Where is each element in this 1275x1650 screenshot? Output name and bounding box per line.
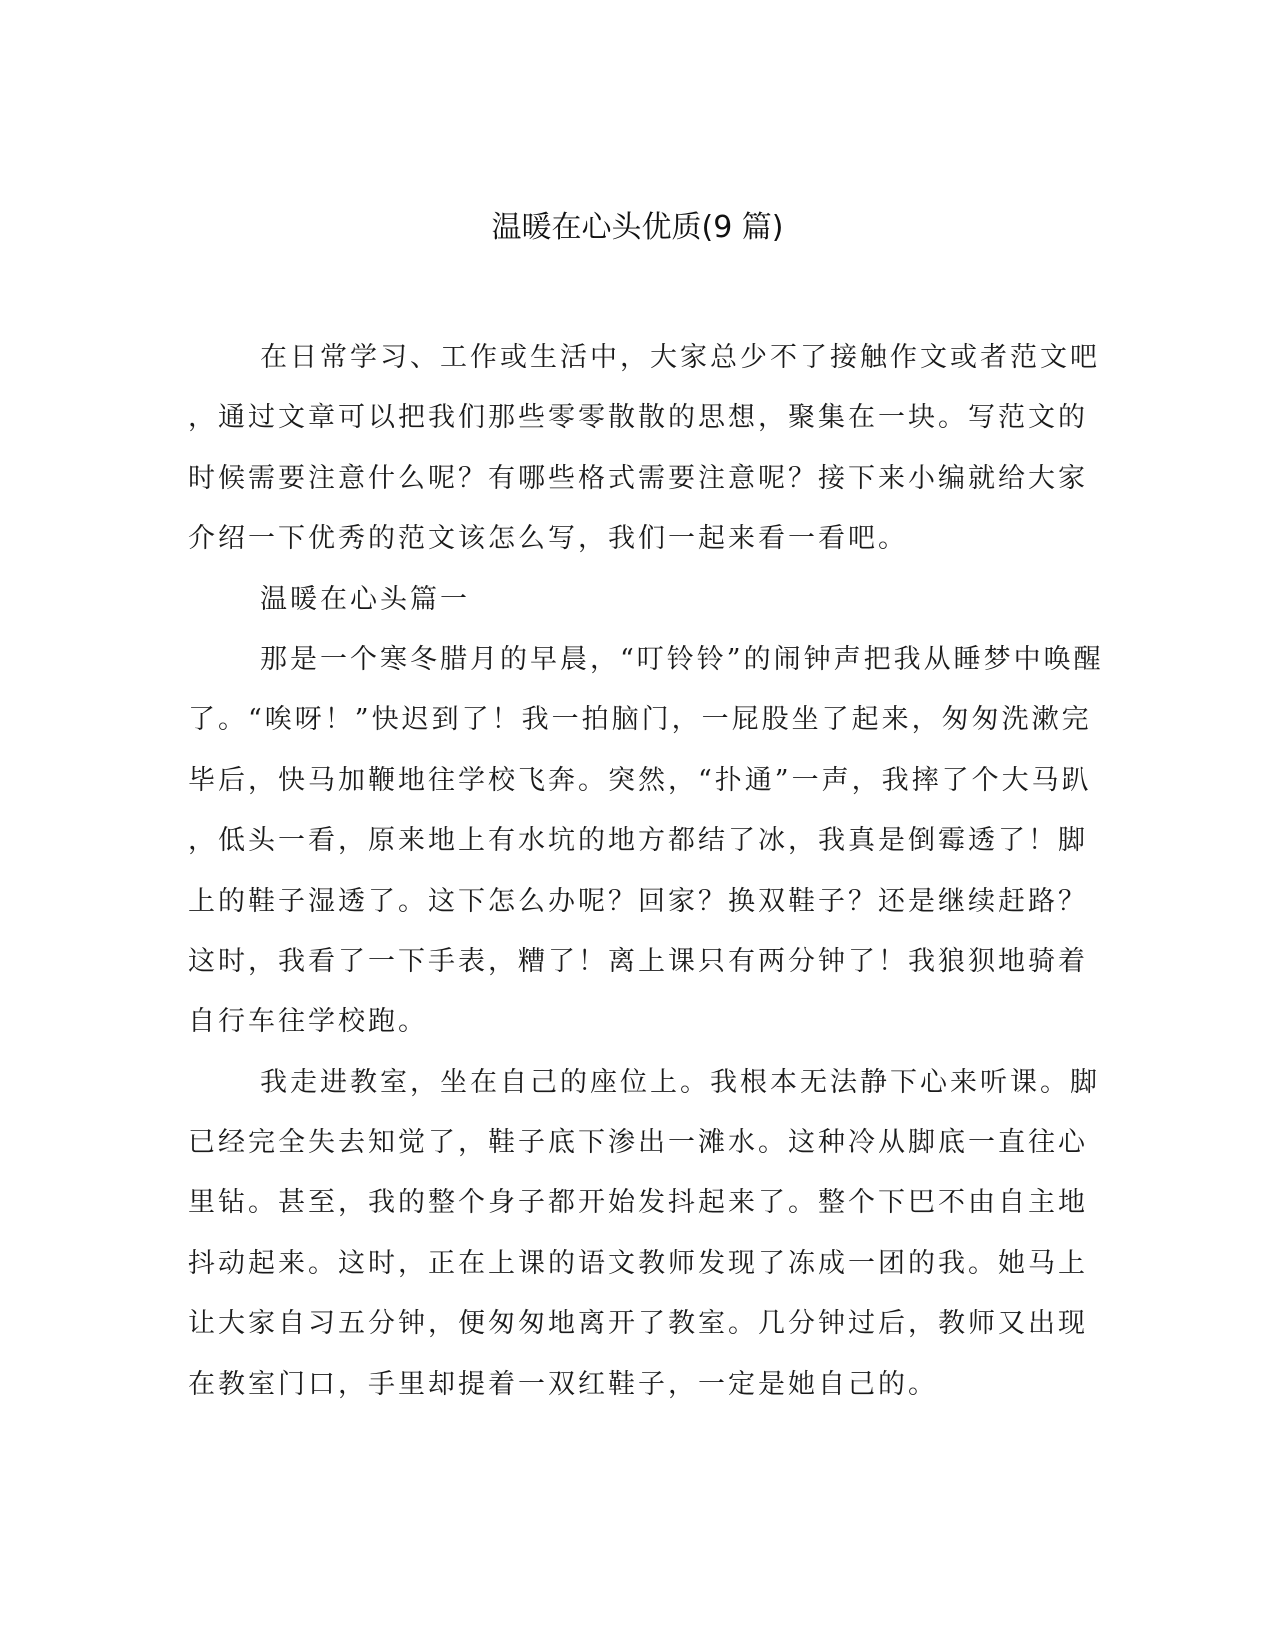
text-line: 毕后，快马加鞭地往学校飞奔。突然，“扑通”一声，我摔了个大马趴 — [188, 764, 1092, 796]
text-line: 时候需要注意什么呢？有哪些格式需要注意呢？接下来小编就给大家 — [188, 462, 1088, 494]
text-line: ，通过文章可以把我们那些零零散散的思想，聚集在一块。写范文的 — [188, 402, 1088, 434]
text-line: 在日常学习、工作或生活中，大家总少不了接触作文或者范文吧 — [260, 342, 1100, 373]
text-line: 抖动起来。这时，正在上课的语文教师发现了冻成一团的我。她马上 — [188, 1247, 1088, 1279]
text-line: 里钻。甚至，我的整个身子都开始发抖起来了。整个下巴不由自主地 — [188, 1187, 1088, 1219]
text-line: 上的鞋子湿透了。这下怎么办呢？回家？换双鞋子？还是继续赶路？ — [188, 885, 1088, 917]
document-body — [188, 328, 1104, 1415]
text-line: 让大家自习五分钟，便匆匆地离开了教室。几分钟过后，教师又出现 — [188, 1308, 1088, 1340]
text-line: 温暖在心头篇一 — [260, 583, 470, 615]
text-line: ，低头一看，原来地上有水坑的地方都结了冰，我真是倒霉透了！脚 — [188, 825, 1088, 857]
document-title: 温暖在心头优质(9 篇) — [491, 210, 784, 245]
text-line: 在教室门口，手里却提着一双红鞋子，一定是她自己的。 — [188, 1368, 938, 1400]
text-line: 我走进教室，坐在自己的座位上。我根本无法静下心来听课。脚 — [260, 1066, 1100, 1098]
text-line: 介绍一下优秀的范文该怎么写，我们一起来看一看吧。 — [188, 523, 908, 555]
text-line: 自行车往学校跑。 — [188, 1006, 428, 1038]
text-line: 那是一个寒冬腊月的早晨，“叮铃铃”的闹钟声把我从睡梦中唤醒 — [260, 643, 1104, 675]
text-line: 这时，我看了一下手表，糟了！离上课只有两分钟了！我狼狈地骑着 — [188, 945, 1088, 977]
text-line: 已经完全失去知觉了，鞋子底下渗出一滩水。这种冷从脚底一直往心 — [188, 1127, 1088, 1159]
text-line: 了。“唉呀！”快迟到了！我一拍脑门，一屁股坐了起来，匆匆洗漱完 — [188, 704, 1092, 736]
